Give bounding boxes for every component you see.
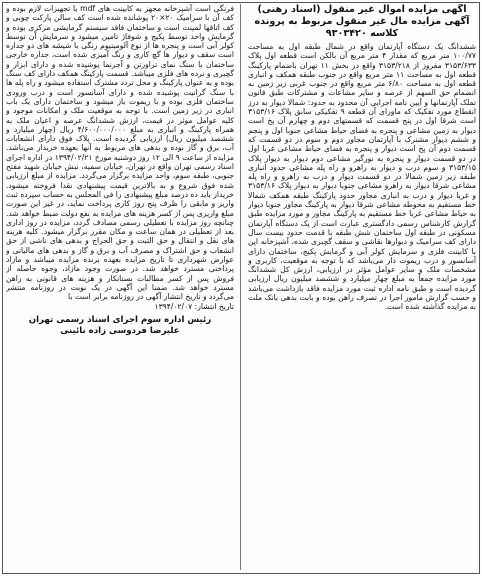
notice-paragraph-right: ششدانگ یک دستگاه آپارتمان واقع در شمال طبقه اول به مساحت ۱۰۰/۷۷ متر مربع که مقدار ۴ متر مربع آن بالکن است قطعه اول پلاک ۳۱۵۳/۶۳۳ مفروز از ۳۱۵۳/۲۱۸ واقع در بخش ۱۱ تهران باضمام پارکینگ قطعه اول به مساحت ۱۱ متر مربع واقع در جنوب طبقه همکف و انباری قطعه اول به مساحت ۶/۸۰ متر مربع واقع در جنوب غربی زیر زمین به انضمام حق السهم از عرصه و سایر مشاعات و مشترکات طبق قانون تملک آپارتمانها و آیین نامه اجرایی آن محدود به حدود: شمالا دیوار به درز انقطاع مورد تفکیک که ماورای آن قطعه ۹ تفکیکی سابق پلاک ۳۱۵۳/۱۶ است شرقا اول در پنج قسمت که قسمتهای دوم و چهارم آن پخ است دیوار به زمین مشاعی و پنجره به فضای حیاط مشاعی جنوبا اول و پنجم و ششم دیوار مشترک با آپارتمان مجاور دوم و سوم در دو قسمت که قسمت دوم آن پخ است دیوار و پنجره به فضای حیاط مشاعی غربا اول در دو قسمت دیوار و پنجره به نورگیر مشاعی دوم دیوار به دیوار پلاک ۳۱۵۳/۱۵ و سوم درب و دیوار به راهرو و راه پله مشاعی حدود انباری طبقه زیر زمین شمالا در دو قسمت دیوار و درب به راهرو و راه پله مشاعی شرقا دیوار به راهرو مشاعی جنوبا دیوار به دیوار پلاک ۳۱۵۳/۱۶ و غربا دیوار و درب به انباری مجاور حدود پارکینگ طبقه همکف شمالا خط مستقیم به محوطه مشاعی شرقا دیوار به پارکینگ مجاور جنوبا دیوار به حیاط مشاعی غربا خط مستقیم به پارکینگ مجاور و مورد مزایده طبق گزارش کارشناس رسمی دادگستری عبارت است از یک دستگاه آپارتمان مسکونی در طبقه اول ساختمان شش طبقه با قدمت حدود بیست سال دارای کف سرامیک و دیوارها نقاشی و سقف گچبری شده، آشپزخانه اپن با کابینت فلزی و سرمایش کولر آبی و گرمایش پکیج، ساختمان دارای آسانسور و درب ریموت دار می‌باشد که با توجه به موقعیت، کاربری و مشخصات ملک و سایر عوامل مؤثر در ارزیابی، ارزش کل ششدانگ مورد مزایده جمعاً به مبلغ چهار میلیارد و ششصد میلیون ریال ارزیابی گردیده است و طبق نامه اداره ثبت مورد مزایده فاقد بازداشت می‌باشد و حسب گزارش مامور اجرا در تصرف راهن بوده و بابت بدهی بانک ملت به مزایده گذاشته شده است. bbox=[248, 42, 476, 312]
notice-paragraph-left: فرنگی است آشپزخانه مجهز به کابینت های mdf با تجهیزات لازم بوده و کف آن با سرامیک ۲۰×۲۰ پوشانده شده است کف سالن پارکت چوبی و کف اتاقها لمینت است و ساختمان فاقد سیستم گرمایشی مرکزی بوده و گرمایش واحد توسط پکیج و شوفاژ تامین میشود و سرمایش آن توسط کولر آبی است و پنجره ها از نوع آلومینیوم رنگی با شیشه های دو جداره است سقف و دیوار ها گچ کاری و رنگ آمیزی شده است، جداره خارجی ساختمان با سنگ نمای تراورتن و آجرنما پوشیده شده و دارای ابزار و گچبری و نرده های فلزی میباشد. قسمت پارکینگ همکف دارای کف سنگ بوده و به عنوان پارکینگ و محل تردد مشترک استفاده میشود و راه پله ها با سنگ گرانیت پوشیده شده و دارای آسانسور است و درب ورودی ساختمان فلزی بوده و با ریموت باز میشود و ساختمان دارای یک باب انباری در زیر زمین است. با توجه به موقعیت ملک و امکانات موجود و کلیه عوامل موثر در قیمت، ارزش ششدانگ عرصه و اعیان ملک به همراه پارکینگ و انباری به مبلغ ۴/۶۰۰/۰۰۰/۰۰۰ ریال (چهار میلیارد و ششصد میلیون ریال) ارزیابی گردیده است. پلاک فوق دارای انشعابات آب، برق و گاز بوده و بدهی های مربوط به آنها بعهده خریدار می‌باشد. مزایده از ساعت ۹ الی ۱۲ روز دوشنبه مورخ ۱۳۹۴/۰۲/۲۱ در اداره اجرای اسناد رسمی تهران واقع در تهران، خیابان سمیه، نبش خیابان شهید مفتح جنوبی، طبقه سوم، واحد مزایده برگزار می‌گردد. مزایده از مبلغ ارزیابی شده فوق شروع و به بالاترین قیمت پیشنهادی نقدا فروخته میشود. خریدار باید ده درصد مبلغ پیشنهادی را فی المجلس به حساب سپرده ثبت واریز و مابقی را ظرف پنج روز کاری پرداخت نماید، در غیر این صورت مبلغ واریزی پس از کسر هزینه های مزایده به نفع دولت ضبط خواهد شد. چنانچه روز مزایده با تعطیلی رسمی مصادف گردد، مزایده در روز اداری بعد از تعطیلی در همان ساعت و مکان مقرر برگزار میشود. کلیه هزینه های نقل و انتقال و حق الثبت و حق الحراج و بدهی های ناشی از حق انشعاب و حق اشتراک و مصرف آب و برق و گاز و بدهی های مالیاتی و عوارض شهرداری تا تاریخ مزایده بعهده برنده مزایده میباشد و مازاد پرداختی مسترد خواهد شد. در صورت وجود مازاد، وجوه حاصله از فروش پس از کسر مطالبات بستانکار و هزینه های قانونی به راهن مسترد خواهد شد. ضمنا این آگهی در یک نوبت در روزنامه منتشر می‌گردد و تاریخ انتشار آگهی در روزنامه برابر است با bbox=[6, 4, 234, 302]
notice-signature bbox=[6, 315, 234, 337]
column-divider bbox=[240, 4, 241, 570]
notice-title bbox=[248, 4, 476, 40]
notice-case-number: کلاسه ۹۳۰۳۴۲۰ bbox=[325, 28, 399, 39]
notice-title-line-1: آگهی مزایده اموال غیر منقول (اسناد رهنی) bbox=[257, 4, 467, 15]
notice-body-left bbox=[6, 4, 234, 311]
notice-title-line-2: آگهی مزایده مال غیر منقول مربوط به پرونده bbox=[254, 16, 470, 27]
notice-right-column bbox=[248, 4, 476, 570]
signatory-title: رئیس اداره سوم اجرای اسناد رسمی تهران bbox=[28, 314, 212, 325]
signatory-name: علیرضا فردوسی زاده نائینی bbox=[60, 325, 180, 336]
notice-left-column bbox=[6, 4, 234, 570]
publication-date: تاریخ انتشار: ۱۳۹۴/۰۲/۰۷ bbox=[154, 301, 234, 311]
notice-body-right bbox=[248, 42, 476, 312]
